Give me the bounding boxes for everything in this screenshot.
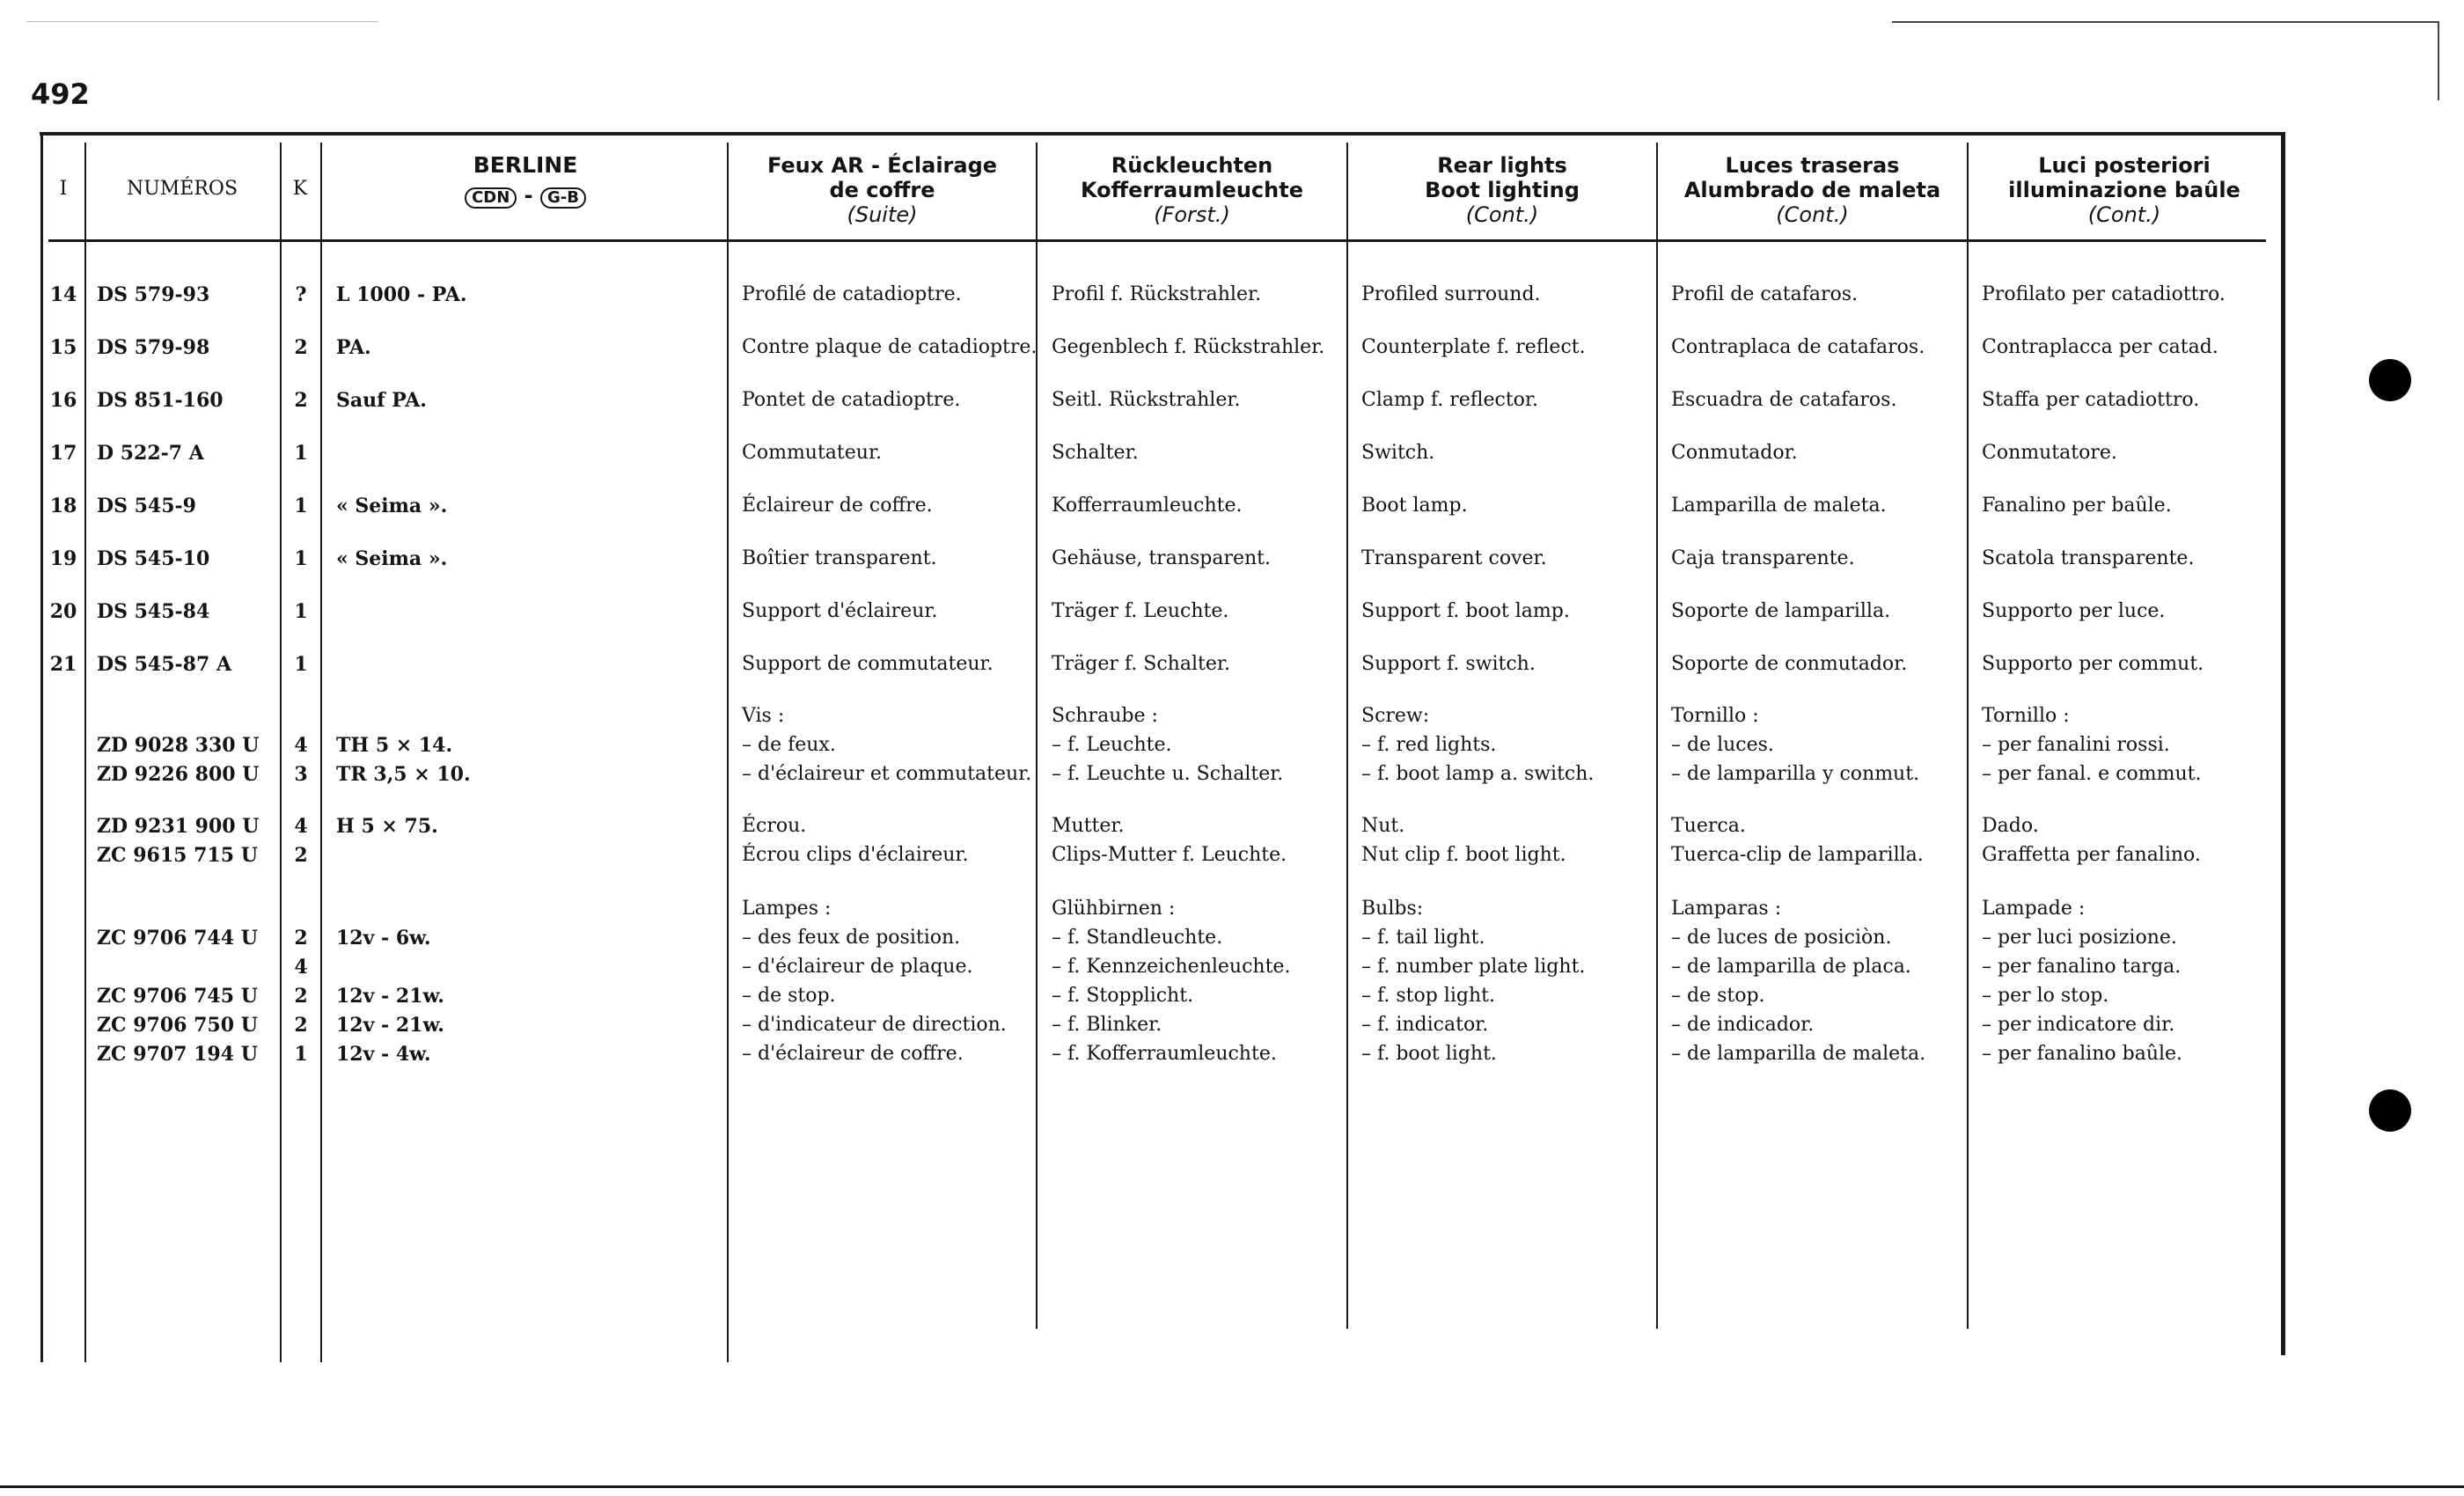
part-number: DS 545-10	[97, 547, 210, 570]
header-en-line1: Rear lights	[1437, 153, 1567, 178]
page-bottom-rule	[0, 1485, 2464, 1488]
desc-de: Träger f. Leuchte.	[1052, 600, 1229, 622]
page-number: 492	[31, 77, 90, 111]
row-index: 18	[49, 495, 77, 517]
berline-note: L 1000 - PA.	[336, 283, 467, 306]
desc-it: Graffetta per fanalino.	[1982, 844, 2201, 866]
quantity-k: 1	[294, 1043, 308, 1066]
desc-de: Clips-Mutter f. Leuchte.	[1052, 844, 1287, 866]
quantity-k: 4	[294, 815, 308, 838]
part-number: DS 579-93	[97, 283, 210, 306]
col-divider-fr	[1036, 143, 1038, 1329]
group-heading-lampes-de: Glühbirnen :	[1052, 898, 1176, 920]
part-number: DS 579-98	[97, 336, 210, 359]
group-heading-vis-it: Tornillo :	[1982, 705, 2070, 727]
desc-en: – f. red lights.	[1361, 734, 1497, 756]
desc-fr: Support de commutateur.	[742, 653, 994, 675]
desc-es: Lamparilla de maleta.	[1671, 495, 1887, 517]
header-i: I	[59, 178, 68, 200]
desc-fr: – d'indicateur de direction.	[742, 1014, 1007, 1036]
desc-en: Support f. switch.	[1361, 653, 1536, 675]
desc-de: Träger f. Schalter.	[1052, 653, 1230, 675]
desc-es: Tuerca.	[1671, 815, 1746, 837]
header-berline	[326, 153, 725, 209]
desc-fr: – des feux de position.	[742, 927, 961, 949]
binder-hole-bottom	[2369, 1089, 2411, 1132]
part-number: ZD 9231 900 U	[97, 815, 260, 838]
header-it-line1: Luci posteriori	[2038, 153, 2211, 178]
table-left-border	[40, 132, 43, 1362]
desc-it: – per fanal. e commut.	[1982, 763, 2202, 785]
quantity-k: 4	[294, 956, 308, 979]
header-de-line2: Kofferraumleuchte	[1081, 178, 1303, 202]
desc-it: – per indicatore dir.	[1982, 1014, 2175, 1036]
berline-note: PA.	[336, 336, 371, 359]
part-number: DS 545-9	[97, 495, 196, 517]
desc-es: Escuadra de catafaros.	[1671, 389, 1897, 411]
desc-es: – de lamparilla de placa.	[1671, 956, 1911, 978]
col-divider-de	[1346, 143, 1348, 1329]
group-heading-lampes-it: Lampade :	[1982, 898, 2086, 920]
desc-de: Profil f. Rückstrahler.	[1052, 283, 1262, 305]
desc-it: Staffa per catadiottro.	[1982, 389, 2200, 411]
part-number: ZD 9226 800 U	[97, 763, 260, 786]
desc-de: Schalter.	[1052, 442, 1139, 464]
group-heading-lampes-en: Bulbs:	[1361, 898, 1424, 920]
header-it	[1970, 153, 2278, 227]
desc-es: – de indicador.	[1671, 1014, 1815, 1036]
berline-note: TR 3,5 × 10.	[336, 763, 471, 786]
berline-note: 12v - 21w.	[336, 985, 444, 1008]
desc-en: Switch.	[1361, 442, 1435, 464]
header-es-line2: Alumbrado de maleta	[1683, 178, 1941, 202]
desc-de: – f. Blinker.	[1052, 1014, 1162, 1036]
desc-fr: – d'éclaireur et commutateur.	[742, 763, 1032, 785]
berline-note: « Seima ».	[336, 495, 448, 517]
header-k: K	[292, 178, 308, 200]
binder-hole-top	[2369, 359, 2411, 401]
desc-en: – f. tail light.	[1361, 927, 1485, 949]
berline-note: 12v - 6w.	[336, 927, 431, 950]
part-number: D 522-7 A	[97, 442, 204, 465]
berline-note: 12v - 4w.	[336, 1043, 431, 1066]
desc-de: Kofferraumleuchte.	[1052, 495, 1243, 517]
group-heading-lampes-es: Lamparas :	[1671, 898, 1782, 920]
part-number: ZC 9707 194 U	[97, 1043, 258, 1066]
quantity-k: 2	[294, 336, 308, 359]
badge-cdn: CDN	[465, 187, 517, 209]
desc-fr: – d'éclaireur de plaque.	[742, 956, 973, 978]
desc-it: – per fanalino baûle.	[1982, 1043, 2183, 1065]
desc-es: – de luces de posiciòn.	[1671, 927, 1892, 949]
col-divider-i	[84, 143, 86, 1362]
header-en-line3: (Cont.)	[1465, 202, 1539, 227]
desc-en: Transparent cover.	[1361, 547, 1547, 569]
header-fr-line2: de coffre	[829, 178, 935, 202]
quantity-k: 1	[294, 653, 308, 676]
desc-it: Contraplacca per catad.	[1982, 336, 2218, 358]
row-index: 17	[49, 442, 77, 465]
quantity-k: 1	[294, 600, 308, 623]
desc-es: Soporte de lamparilla.	[1671, 600, 1891, 622]
top-faint-rule-right	[1892, 21, 2438, 23]
right-edge-rule	[2438, 21, 2439, 100]
row-index: 14	[49, 283, 77, 306]
desc-es: – de luces.	[1671, 734, 1774, 756]
part-number: ZC 9706 745 U	[97, 985, 258, 1008]
desc-en: – f. boot light.	[1361, 1043, 1497, 1065]
header-de-line3: (Forst.)	[1154, 202, 1230, 227]
desc-fr: Commutateur.	[742, 442, 883, 464]
desc-de: – f. Stopplicht.	[1052, 985, 1194, 1007]
desc-fr: – de feux.	[742, 734, 836, 756]
desc-en: – f. indicator.	[1361, 1014, 1489, 1036]
desc-es: Conmutador.	[1671, 442, 1798, 464]
desc-es: Contraplaca de catafaros.	[1671, 336, 1925, 358]
desc-de: Mutter.	[1052, 815, 1125, 837]
desc-fr: – de stop.	[742, 985, 836, 1007]
group-heading-vis-fr: Vis :	[742, 705, 785, 727]
quantity-k: 2	[294, 985, 308, 1008]
col-divider-en	[1656, 143, 1658, 1329]
col-divider-es	[1967, 143, 1969, 1329]
berline-note: TH 5 × 14.	[336, 734, 453, 757]
desc-de: Seitl. Rückstrahler.	[1052, 389, 1241, 411]
desc-en: – f. number plate light.	[1361, 956, 1586, 978]
desc-fr: – d'éclaireur de coffre.	[742, 1043, 964, 1065]
col-divider-berline	[727, 143, 729, 1362]
desc-fr: Contre plaque de catadioptre.	[742, 336, 1038, 358]
header-fr	[730, 153, 1034, 227]
quantity-k: 1	[294, 547, 308, 570]
desc-it: Conmutatore.	[1982, 442, 2117, 464]
desc-es: Soporte de conmutador.	[1671, 653, 1908, 675]
desc-fr: Profilé de catadioptre.	[742, 283, 962, 305]
quantity-k: 3	[294, 763, 308, 786]
desc-it: Fanalino per baûle.	[1982, 495, 2172, 517]
desc-fr: Boîtier transparent.	[742, 547, 937, 569]
header-fr-line3: (Suite)	[847, 202, 918, 227]
badge-gb: G-B	[540, 187, 586, 209]
row-index: 16	[49, 389, 77, 412]
quantity-k: 1	[294, 442, 308, 465]
desc-de: Gegenblech f. Rückstrahler.	[1052, 336, 1325, 358]
group-heading-lampes-fr: Lampes :	[742, 898, 832, 920]
row-index: 15	[49, 336, 77, 359]
header-numeros: NUMÉROS	[126, 178, 238, 200]
quantity-k: 1	[294, 495, 308, 517]
part-number: ZD 9028 330 U	[97, 734, 260, 757]
quantity-k: 2	[294, 844, 308, 867]
desc-it: Profilato per catadiottro.	[1982, 283, 2226, 305]
desc-de: Gehäuse, transparent.	[1052, 547, 1272, 569]
desc-es: – de lamparilla de maleta.	[1671, 1043, 1926, 1065]
desc-es: Tuerca-clip de lamparilla.	[1671, 844, 1924, 866]
quantity-k: 2	[294, 927, 308, 950]
header-es-line1: Luces traseras	[1725, 153, 1900, 178]
quantity-k: 2	[294, 389, 308, 412]
table-top-border	[40, 132, 2284, 136]
desc-en: Boot lamp.	[1361, 495, 1468, 517]
desc-it: Supporto per commut.	[1982, 653, 2204, 675]
desc-en: Support f. boot lamp.	[1361, 600, 1570, 622]
part-number: DS 545-84	[97, 600, 210, 623]
quantity-k: ?	[295, 283, 307, 306]
header-en	[1350, 153, 1654, 227]
group-heading-vis-es: Tornillo :	[1671, 705, 1759, 727]
part-number: DS 851-160	[97, 389, 224, 412]
quantity-k: 4	[294, 734, 308, 757]
desc-en: – f. stop light.	[1361, 985, 1495, 1007]
desc-fr: Écrou.	[742, 815, 807, 837]
desc-fr: Écrou clips d'éclaireur.	[742, 844, 969, 866]
row-index: 19	[49, 547, 77, 570]
desc-es: – de lamparilla y conmut.	[1671, 763, 1920, 785]
badge-separator: -	[524, 183, 533, 208]
quantity-k: 2	[294, 1014, 308, 1037]
part-number: ZC 9615 715 U	[97, 844, 258, 867]
row-index: 21	[49, 653, 77, 676]
header-fr-line1: Feux AR - Éclairage	[766, 153, 998, 178]
group-heading-vis-de: Schraube :	[1052, 705, 1158, 727]
desc-en: Nut.	[1361, 815, 1405, 837]
header-es-line3: (Cont.)	[1776, 202, 1849, 227]
desc-it: – per fanalino targa.	[1982, 956, 2182, 978]
desc-fr: Éclaireur de coffre.	[742, 495, 933, 517]
desc-fr: Pontet de catadioptre.	[742, 389, 961, 411]
header-it-line2: illuminazione baûle	[2008, 178, 2240, 202]
berline-note: 12v - 21w.	[336, 1014, 444, 1037]
berline-note: « Seima ».	[336, 547, 448, 570]
desc-it: – per fanalini rossi.	[1982, 734, 2170, 756]
desc-de: – f. Leuchte.	[1052, 734, 1172, 756]
desc-en: Counterplate f. reflect.	[1361, 336, 1586, 358]
col-divider-numeros	[280, 143, 282, 1362]
desc-en: Profiled surround.	[1361, 283, 1541, 305]
desc-it: Supporto per luce.	[1982, 600, 2166, 622]
desc-en: Nut clip f. boot light.	[1361, 844, 1566, 866]
desc-it: Dado.	[1982, 815, 2039, 837]
desc-de: – f. Standleuchte.	[1052, 927, 1223, 949]
table-right-border	[2281, 132, 2285, 1355]
group-heading-vis-en: Screw:	[1361, 705, 1430, 727]
top-faint-rule-left	[26, 21, 378, 22]
desc-de: – f. Leuchte u. Schalter.	[1052, 763, 1284, 785]
desc-it: – per lo stop.	[1982, 985, 2109, 1007]
header-bottom-border	[48, 239, 2266, 242]
col-divider-k	[320, 143, 322, 1362]
desc-it: Scatola transparente.	[1982, 547, 2195, 569]
header-en-line2: Boot lighting	[1425, 178, 1580, 202]
desc-de: – f. Kennzeichenleuchte.	[1052, 956, 1291, 978]
desc-es: Profil de catafaros.	[1671, 283, 1859, 305]
part-number: DS 545-87 A	[97, 653, 232, 676]
part-number: ZC 9706 744 U	[97, 927, 258, 950]
header-es	[1660, 153, 1965, 227]
desc-fr: Support d'éclaireur.	[742, 600, 938, 622]
berline-title: BERLINE	[473, 152, 578, 178]
desc-es: – de stop.	[1671, 985, 1765, 1007]
header-de	[1039, 153, 1345, 227]
desc-it: – per luci posizione.	[1982, 927, 2177, 949]
berline-note: H 5 × 75.	[336, 815, 438, 838]
part-number: ZC 9706 750 U	[97, 1014, 258, 1037]
berline-note: Sauf PA.	[336, 389, 427, 412]
header-de-line1: Rückleuchten	[1111, 153, 1273, 178]
row-index: 20	[49, 600, 77, 623]
header-it-line3: (Cont.)	[2087, 202, 2161, 227]
desc-en: Clamp f. reflector.	[1361, 389, 1538, 411]
desc-de: – f. Kofferraumleuchte.	[1052, 1043, 1277, 1065]
desc-en: – f. boot lamp a. switch.	[1361, 763, 1595, 785]
desc-es: Caja transparente.	[1671, 547, 1855, 569]
